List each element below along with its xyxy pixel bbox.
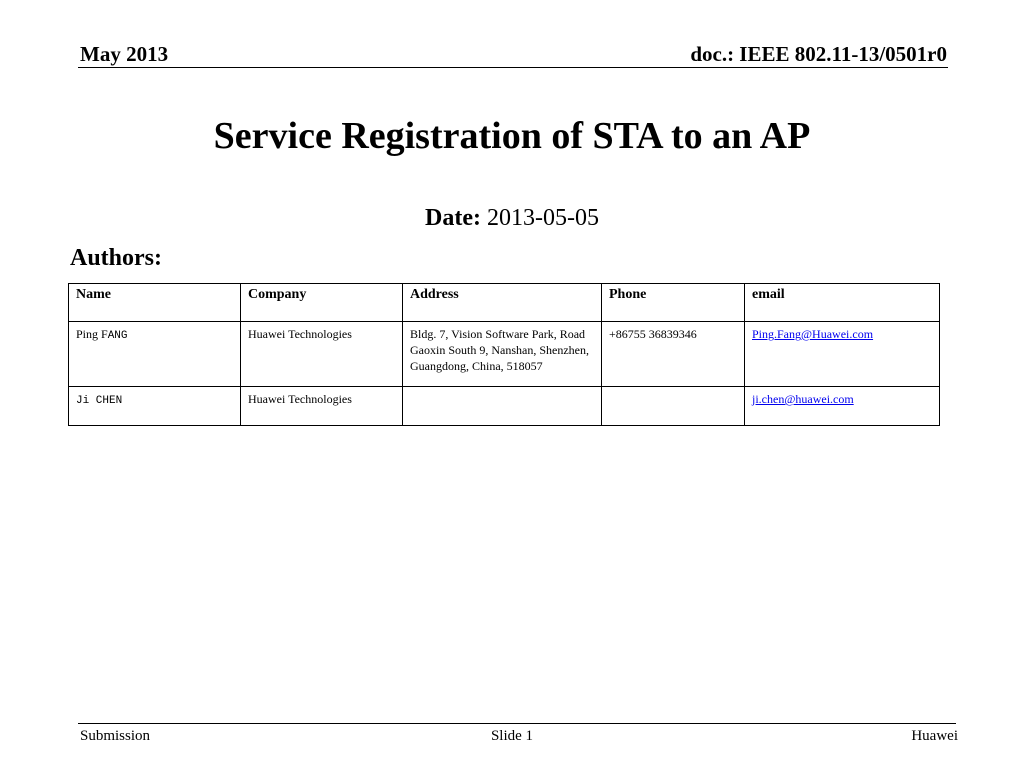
author-email-link[interactable]: Ping.Fang@Huawei.com [752,327,874,341]
column-header-name: Name [69,284,241,322]
author-company: Huawei Technologies [241,387,403,426]
table-row [69,322,940,387]
header-doc-id: doc.: IEEE 802.11-13/0501r0 [690,42,947,66]
authors-heading: Authors: [70,245,163,271]
slide-title: Service Registration of STA to an AP [213,115,811,157]
header-date: May 2013 [80,42,169,66]
author-address: Bldg. 7, Vision Software Park, Road Gaoxin South 9, Nanshan, Shenzhen, Guangdong, China, 518057 [403,322,602,387]
footer-divider [78,723,956,724]
header-divider [78,67,948,68]
author-email-link[interactable]: ji.chen@huawei.com [752,392,854,406]
author-name-first: Ping F [76,327,108,341]
date-line [0,205,1024,232]
author-phone: +86755 36839346 [602,322,745,387]
date-label: Date: [425,205,481,231]
table-row [69,387,940,426]
column-header-email: email [745,284,940,322]
footer-submission: Submission [80,728,151,744]
author-name: Ji CHEN [76,395,123,407]
footer-slide-number: Slide 1 [490,728,534,744]
author-phone [602,387,745,426]
footer-company: Huawei [911,728,958,744]
date-value: 2013-05-05 [486,205,599,231]
author-name-cell [69,387,241,426]
author-name-last: ANG [107,330,128,342]
table-header-row [69,284,940,322]
column-header-address: Address [403,284,602,322]
author-name-cell [69,322,241,387]
author-company: Huawei Technologies [241,322,403,387]
column-header-phone: Phone [602,284,745,322]
authors-table [68,283,940,426]
column-header-company: Company [241,284,403,322]
author-email-cell [745,322,940,387]
author-email-cell [745,387,940,426]
author-address [403,387,602,426]
